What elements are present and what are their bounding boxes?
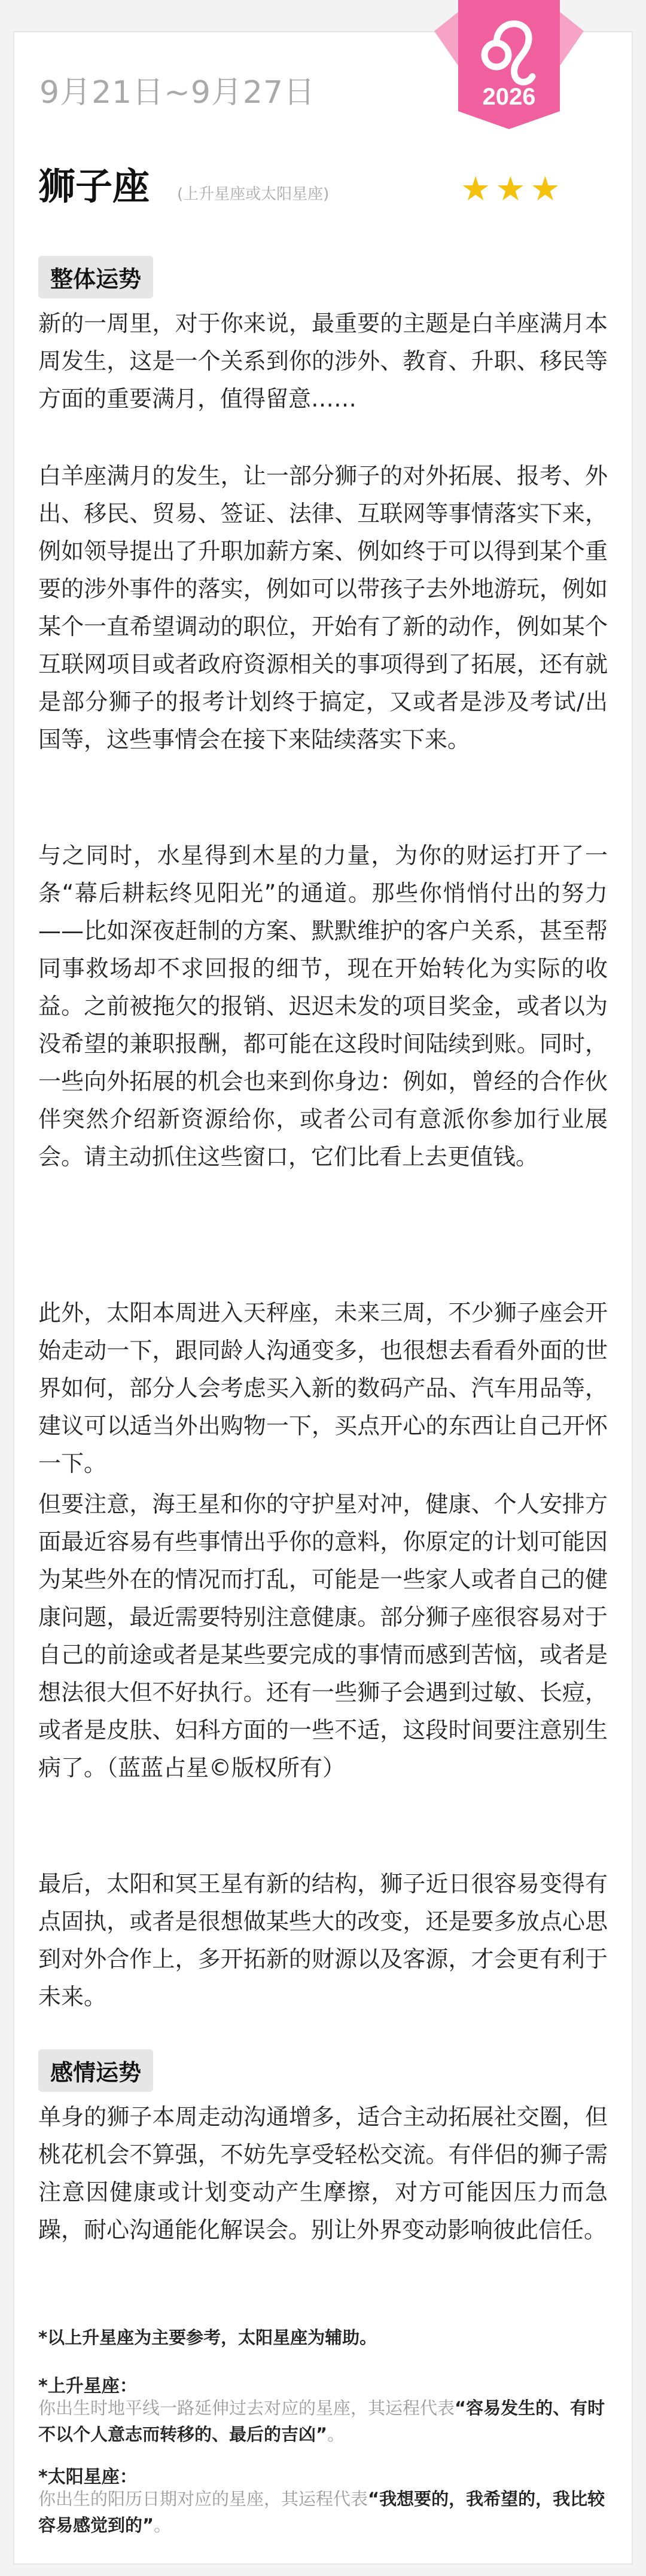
overall-paragraph-4: 此外，太阳本周进入天秤座，未来三周，不少狮子座会开始走动一下，跟同龄人沟通变多，也很想去看看外面的世界如何，部分人会考虑买入新的数码产品、汽车用品等，建议可以适当外出购物一下，买点开心的东西让自己开怀一下。 [38, 1300, 608, 1477]
overall-paragraph-6: 最后，太阳和冥王星有新的结构，狮子近日很容易变得有点固执，或者是很想做某些大的改变，还是要多放点心思到对外合作上，多开拓新的财源以及客源，才会更有利于未来。 [38, 1871, 608, 2010]
section-label-love: 感情运势 [38, 2049, 153, 2092]
rising-quote: “容易发生的、有时不以个人意志而转移的、最后的吉凶” [38, 2398, 605, 2444]
sun-body-text: 你出生的阳历日期对应的星座，其运程代表 [38, 2489, 368, 2509]
footnote-rising-title: *上升星座： [38, 2376, 138, 2397]
overall-paragraph-2: 白羊座满月的发生，让一部分狮子的对外拓展、报考、外出、移民、贸易、签证、法律、互联网等事情落实下来，例如领导提出了升职加薪方案、例如终于可以得到某个重要的涉外事件的落实，例如可以带孩子去外地游玩，例如某个一直希望调动的职位，开始有了新的动作，例如某个互联网项目或者政府资源相关的事项得到了拓展，还有就是部分狮子的报考计划终于搞定，又或者是涉及考试/出国等，这些事情会在接下来陆续落实下来。 [38, 463, 608, 753]
sign-name: 狮子座 [38, 164, 150, 208]
footnote-main: *以上升星座为主要参考，太阳星座为辅助。 [38, 2327, 377, 2348]
footnote-sun-title: *太阳星座： [38, 2467, 138, 2488]
sun-end: 。 [154, 2515, 172, 2535]
sign-note: (上升星座或太阳星座) [177, 185, 330, 203]
overall-paragraph-3: 与之同时，水星得到木星的力量，为你的财运打开了一条“幕后耕耘终见阳光”的通道。那些你悄悄付出的努力——比如深夜赶制的方案、默默维护的客户关系，甚至帮同事救场却不求回报的细节，现在开始转化为实际的收益。之前被拖欠的报销、迟迟未发的项目奖金，或者以为没希望的兼职报酬，都可能在这段时间陆续到账。同时，一些向外拓展的机会也来到你身边：例如，曾经的合作伙伴突然介绍新资源给你，或者公司有意派你参加行业展会。请主动抓住这些窗口，它们比看上去更值钱。 [38, 842, 608, 1170]
year-badge [434, 0, 584, 129]
badge-year: 2026 [482, 84, 536, 110]
rising-end: 。 [327, 2424, 345, 2444]
date-range: 9月21日~9月27日 [39, 75, 316, 111]
overall-paragraph-1: 新的一周里，对于你来说，最重要的主题是白羊座满月本周发生，这是一个关系到你的涉外、教育、升职、移民等方面的重要满月，值得留意…… [38, 310, 608, 412]
rising-body-text: 你出生时地平线一路延伸过去对应的星座，其运程代表 [38, 2398, 455, 2418]
section-label-overall: 整体运势 [38, 256, 153, 298]
rating-stars: ★★★ [461, 170, 565, 209]
love-paragraph-1: 单身的狮子本周走动沟通增多，适合主动拓展社交圈，但桃花机会不算强，不妨先享受轻松交流。有伴侣的狮子需注意因健康或计划变动产生摩擦，对方可能因压力而急躁，耐心沟通能化解误会。别让外界变动影响彼此信任。 [38, 2104, 608, 2243]
sun-quote: “我想要的，我希望的，我比较容易感觉到的” [38, 2489, 605, 2535]
footnote-sun-body [38, 2486, 607, 2538]
overall-paragraph-5: 但要注意，海王星和你的守护星对冲，健康、个人安排方面最近容易有些事情出乎你的意料，你原定的计划可能因为某些外在的情况而打乱，可能是一些家人或者自己的健康问题，最近需要特别注意健康。部分狮子座很容易对于自己的前途或者是某些要完成的事情而感到苦恼，或者是想法很大但不好执行。还有一些狮子会遇到过敏、长痘，或者是皮肤、妇科方面的一些不适，这段时间要注意别生病了。（蓝蓝占星©版权所有） [38, 1491, 608, 1781]
footnote-rising-body [38, 2395, 607, 2447]
